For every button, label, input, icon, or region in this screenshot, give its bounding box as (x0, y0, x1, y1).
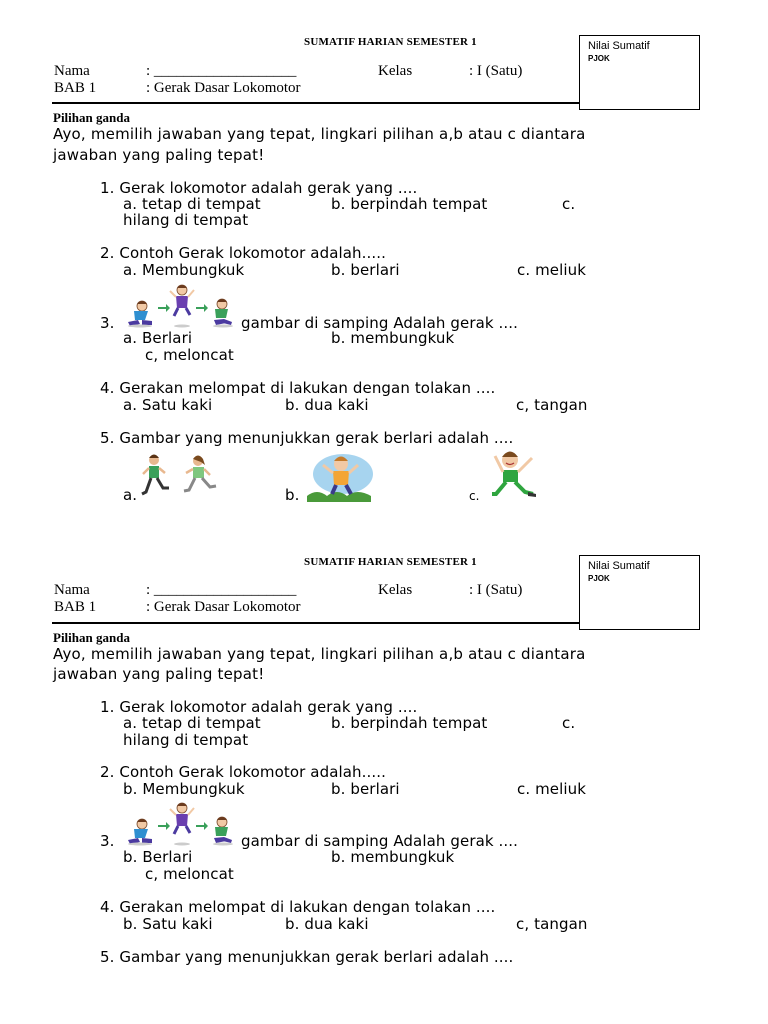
q3-option-b[interactable]: b. membungkuk (331, 329, 455, 347)
q4-option-b[interactable]: b. dua kaki (285, 915, 369, 933)
nama-label: Nama (54, 582, 90, 598)
sheet-title: SUMATIF HARIAN SEMESTER 1 (304, 556, 477, 568)
bab-value: : Gerak Dasar Lokomotor (146, 599, 301, 615)
q5-option-b-label[interactable]: b. (285, 486, 300, 504)
q2-option-a[interactable]: a. Membungkuk (123, 261, 245, 279)
jumping-kids-sequence-icon (120, 282, 238, 328)
nama-field[interactable]: : ___________________ (146, 63, 297, 79)
score-box-title: Nilai Sumatif (588, 40, 650, 52)
q1-option-c-text: hilang di tempat (123, 731, 249, 749)
question-3: gambar di samping Adalah gerak .... (241, 314, 519, 332)
question-3: gambar di samping Adalah gerak .... (241, 832, 519, 850)
q5-option-a-label[interactable]: a. (123, 486, 138, 504)
q1-option-c-text: hilang di tempat (123, 211, 249, 229)
q4-option-a[interactable]: a. Satu kaki (123, 396, 213, 414)
q2-option-c[interactable]: c. meliuk (517, 261, 587, 279)
question-4: 4. Gerakan melompat di lakukan dengan tolakan .... (100, 379, 496, 397)
bab-label: BAB 1 (54, 599, 97, 615)
q4-option-c[interactable]: c, tangan (516, 915, 588, 933)
q3-option-c[interactable]: c, meloncat (145, 865, 234, 883)
question-5: 5. Gambar yang menunjukkan gerak berlari adalah .... (100, 429, 514, 447)
nama-field[interactable]: : ___________________ (146, 582, 297, 598)
instruction-line-2: jawaban yang paling tepat! (53, 665, 265, 683)
q1-option-c[interactable]: c. (562, 195, 576, 213)
q1-option-b[interactable]: b. berpindah tempat (331, 195, 488, 213)
sheet-title: SUMATIF HARIAN SEMESTER 1 (304, 36, 477, 48)
boy-running-on-grass-icon (303, 450, 375, 502)
instruction-line-2: jawaban yang paling tepat! (53, 146, 265, 164)
q3-option-a[interactable]: b. Berlari (123, 848, 193, 866)
q2-option-a[interactable]: b. Membungkuk (123, 780, 245, 798)
q2-option-b[interactable]: b. berlari (331, 261, 400, 279)
q1-option-c[interactable]: c. (562, 714, 576, 732)
q1-option-a[interactable]: a. tetap di tempat (123, 195, 261, 213)
kelas-value: : I (Satu) (469, 582, 523, 598)
q2-option-b[interactable]: b. berlari (331, 780, 400, 798)
boy-jumping-icon (488, 446, 542, 502)
kelas-label: Kelas (378, 582, 413, 598)
running-kids-icon (140, 452, 226, 502)
score-box (579, 35, 700, 110)
section-heading: Pilihan ganda (53, 630, 130, 645)
question-3-number: 3. (100, 314, 115, 332)
score-box-subject: PJOK (588, 54, 610, 63)
question-5: 5. Gambar yang menunjukkan gerak berlari adalah .... (100, 948, 514, 966)
bab-value: : Gerak Dasar Lokomotor (146, 80, 301, 96)
q4-option-a[interactable]: b. Satu kaki (123, 915, 213, 933)
section-heading: Pilihan ganda (53, 110, 130, 125)
score-box-title: Nilai Sumatif (588, 560, 650, 572)
header-divider (52, 102, 580, 104)
question-2: 2. Contoh Gerak lokomotor adalah..... (100, 763, 387, 781)
question-1: 1. Gerak lokomotor adalah gerak yang .... (100, 179, 418, 197)
q4-option-c[interactable]: c, tangan (516, 396, 588, 414)
q3-option-a[interactable]: a. Berlari (123, 329, 193, 347)
question-3-number: 3. (100, 832, 115, 850)
q2-option-c[interactable]: c. meliuk (517, 780, 587, 798)
kelas-value: : I (Satu) (469, 63, 523, 79)
question-4: 4. Gerakan melompat di lakukan dengan tolakan .... (100, 898, 496, 916)
q3-option-c[interactable]: c, meloncat (145, 346, 234, 364)
kelas-label: Kelas (378, 63, 413, 79)
q1-option-b[interactable]: b. berpindah tempat (331, 714, 488, 732)
score-box (579, 555, 700, 630)
q1-option-a[interactable]: a. tetap di tempat (123, 714, 261, 732)
instruction-line-1: Ayo, memilih jawaban yang tepat, lingkari pilihan a,b atau c diantara (53, 645, 586, 663)
score-box-subject: PJOK (588, 574, 610, 583)
q3-option-b[interactable]: b. membungkuk (331, 848, 455, 866)
instruction-line-1: Ayo, memilih jawaban yang tepat, lingkari pilihan a,b atau c diantara (53, 125, 586, 143)
header-divider (52, 622, 580, 624)
bab-label: BAB 1 (54, 80, 97, 96)
jumping-kids-sequence-icon (120, 800, 238, 846)
exam-sheet-2 (0, 520, 768, 1024)
question-2: 2. Contoh Gerak lokomotor adalah..... (100, 244, 387, 262)
q4-option-b[interactable]: b. dua kaki (285, 396, 369, 414)
q5-option-c-label[interactable]: c. (469, 489, 480, 503)
nama-label: Nama (54, 63, 90, 79)
question-1: 1. Gerak lokomotor adalah gerak yang .... (100, 698, 418, 716)
